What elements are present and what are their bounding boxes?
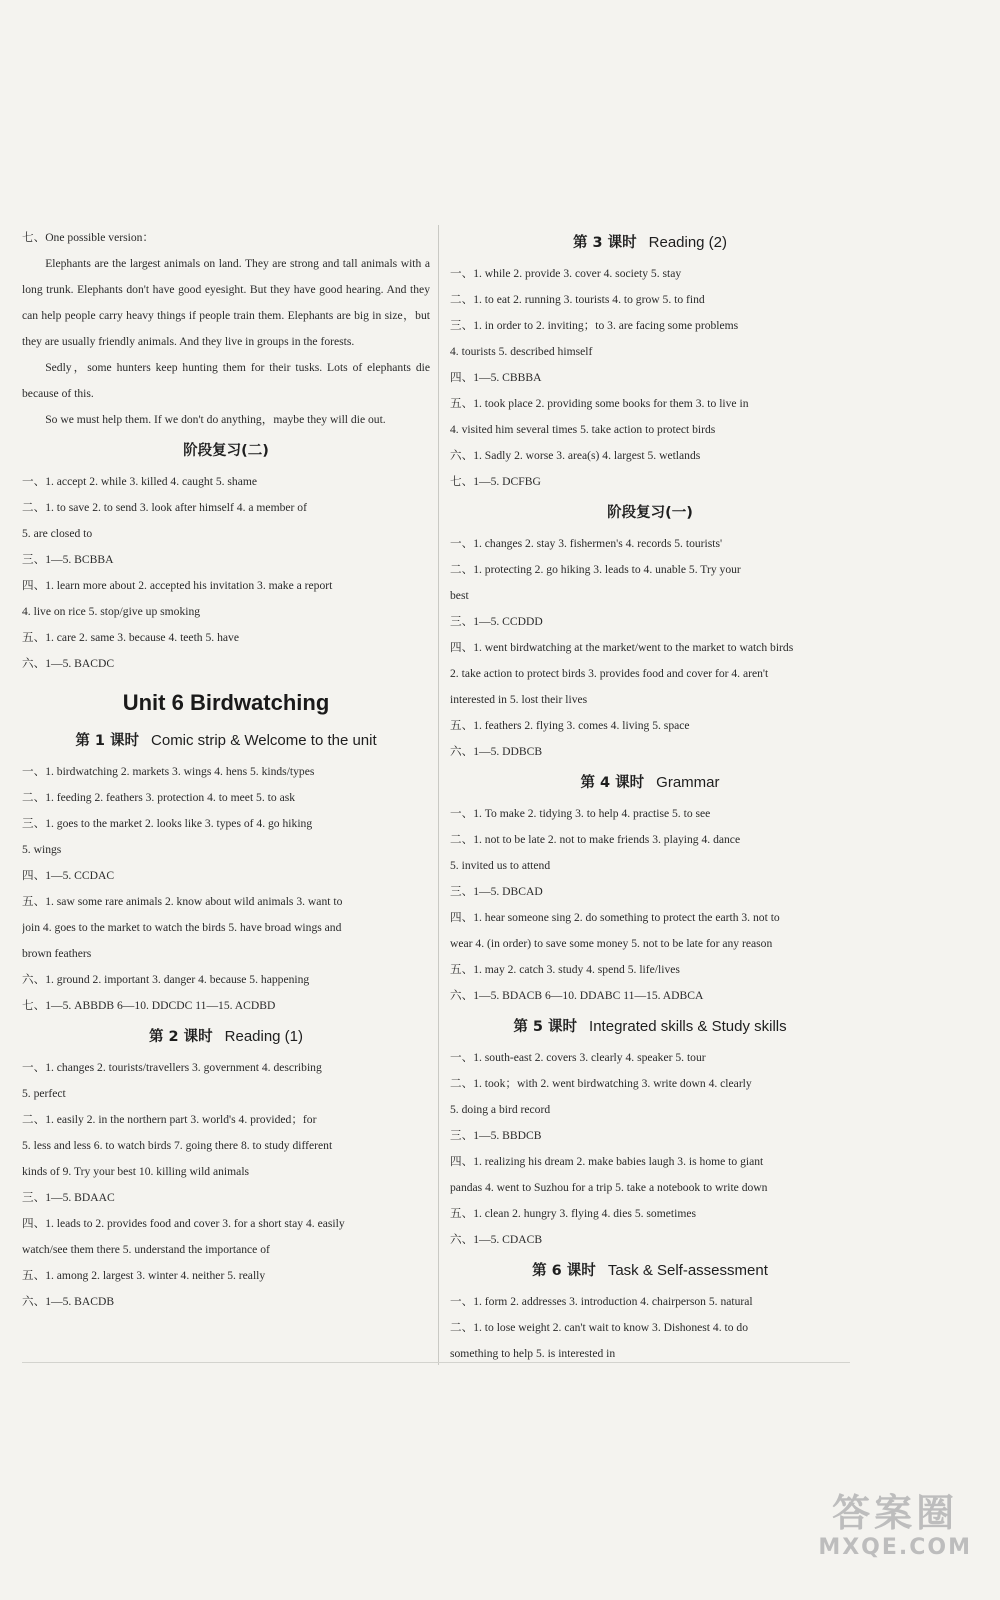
lesson-3-title [450,227,850,259]
lesson-6-answers [450,1289,850,1367]
lesson-6-number: 第 6 课时 [532,1263,596,1279]
answer-line: 五、1. took place 2. providing some books for them 3. to live in [450,397,749,410]
lesson-1-name: Comic strip & Welcome to the unit [151,732,377,749]
answer-line: wear 4. (in order) to save some money 5. not to be late for any reason [450,937,773,950]
lesson-1-title [22,725,430,757]
answer-line: 5. are closed to [22,527,93,540]
answer-line: pandas 4. went to Suzhou for a trip 5. take a notebook to write down [450,1181,768,1194]
answer-line: 六、1—5. CDACB [450,1233,543,1246]
answer-line: 五、1. may 2. catch 3. study 4. spend 5. life/lives [450,963,680,976]
answer-line: 六、1—5. DDBCB [450,745,543,758]
answer-line: 三、1—5. BCBBA [22,553,114,566]
answer-line: join 4. goes to the market to watch the birds 5. have broad wings and [22,921,342,934]
lesson-3-number: 第 3 课时 [572,235,637,251]
answer-line: 四、1. hear someone sing 2. do something to protect the earth 3. not to [450,911,780,924]
answer-line: 二、1. took；with 2. went birdwatching 3. write down 4. clearly [450,1077,752,1090]
review-1-title [450,497,850,529]
answer-line: 4. tourists 5. described himself [450,345,593,358]
answer-line: 4. live on rice 5. stop/give up smoking [22,605,201,618]
answer-line: 一、1. changes 2. tourists/travellers 3. government 4. describing [22,1061,322,1074]
lesson-5-name: Integrated skills & Study skills [589,1018,787,1035]
section-7-heading: 七、One possible version： [22,231,155,244]
answer-line: 七、1—5. DCFBG [450,475,541,488]
lesson-2-title [22,1021,430,1053]
answer-line: 二、1. feeding 2. feathers 3. protection 4. to meet 5. to ask [22,791,296,804]
answer-line: 五、1. clean 2. hungry 3. flying 4. dies 5. sometimes [450,1207,697,1220]
answer-line: 三、1—5. BBDCB [450,1129,542,1142]
answer-line: 二、1. protecting 2. go hiking 3. leads to 4. unable 5. Try your [450,563,741,576]
left-column [22,225,430,1315]
essay-paragraph-1: Elephants are the largest animals on land. They are strong and tall animals with a long trunk. Elephants don't have good eyesight. But they have good hearing. And they can help people carry heavy things if people train them. Elephants are big in size，but they are usually friendly animals. And they live in groups in the forests. [22,257,430,348]
answer-line: 一、1. form 2. addresses 3. introduction 4. chairperson 5. natural [450,1295,753,1308]
column-divider [438,225,439,1365]
review-2-title-text: 阶段复习(二) [183,443,269,459]
answer-line: 四、1—5. CBBBA [450,371,542,384]
lesson-5-title [450,1011,850,1043]
answer-line: 四、1. leads to 2. provides food and cover 3. for a short stay 4. easily [22,1217,345,1230]
lesson-4-name: Grammar [656,774,720,791]
answer-line: 六、1—5. BACDB [22,1295,115,1308]
answer-line: 四、1. learn more about 2. accepted his invitation 3. make a report [22,579,333,592]
answer-line: 一、1. accept 2. while 3. killed 4. caught 5. shame [22,475,258,488]
lesson-4-number: 第 4 课时 [580,775,645,791]
lesson-6-name: Task & Self-assessment [607,1262,768,1279]
lesson-2-answers [22,1055,430,1315]
essay-paragraph-2: Sedly，some hunters keep hunting them for their tusks. Lots of elephants die because of this. [22,361,430,400]
answer-line: 一、1. while 2. provide 3. cover 4. society 5. stay [450,267,682,280]
watermark-url: MXQE.COM [818,1535,972,1560]
answer-line: 七、1—5. ABBDB 6—10. DDCDC 11—15. ACDBD [22,999,276,1012]
answer-line: 二、1. easily 2. in the northern part 3. world's 4. provided；for [22,1113,317,1126]
lesson-4-title [450,767,850,799]
answer-line: 5. perfect [22,1087,66,1100]
answer-line: watch/see them there 5. understand the importance of [22,1243,270,1256]
answer-line: 六、1. ground 2. important 3. danger 4. because 5. happening [22,973,310,986]
lesson-3-answers [450,261,850,495]
answer-line: 三、1. goes to the market 2. looks like 3. types of 4. go hiking [22,817,313,830]
essay-paragraph-3: So we must help them. If we don't do anything，maybe they will die out. [45,413,386,426]
answer-line: 二、1. to lose weight 2. can't wait to know 3. Dishonest 4. to do [450,1321,749,1334]
lesson-5-answers [450,1045,850,1253]
answer-line: 六、1—5. BACDC [22,657,115,670]
answer-line: 三、1. in order to 2. inviting；to 3. are facing some problems [450,319,739,332]
lesson-5-number: 第 5 课时 [513,1019,578,1035]
answer-line: 一、1. birdwatching 2. markets 3. wings 4. hens 5. kinds/types [22,765,315,778]
answer-line: 5. doing a bird record [450,1103,551,1116]
lesson-1-answers [22,759,430,1019]
answer-line: 4. visited him several times 5. take action to protect birds [450,423,716,436]
lesson-2-number: 第 2 课时 [148,1029,213,1045]
answer-line: 二、1. to eat 2. running 3. tourists 4. to grow 5. to find [450,293,705,306]
answer-line: interested in 5. lost their lives [450,693,588,706]
answer-line: 一、1. To make 2. tidying 3. to help 4. practise 5. to see [450,807,711,820]
watermark-logo-text: 答案圈 [832,1491,959,1535]
answer-line: 四、1. went birdwatching at the market/went to the market to watch birds [450,641,794,654]
answer-line: 三、1—5. CCDDD [450,615,543,628]
answer-line: 三、1—5. BDAAC [22,1191,115,1204]
lesson-6-title [450,1255,850,1287]
answer-line: 二、1. not to be late 2. not to make friends 3. playing 4. dance [450,833,741,846]
answer-line: something to help 5. is interested in [450,1347,616,1360]
answer-line: 五、1. care 2. same 3. because 4. teeth 5. have [22,631,239,644]
answer-line: brown feathers [22,947,92,960]
answer-line: 一、1. south-east 2. covers 3. clearly 4. speaker 5. tour [450,1051,706,1064]
answer-line: 三、1—5. DBCAD [450,885,543,898]
answer-line: 四、1—5. CCDAC [22,869,115,882]
answer-line: 五、1. feathers 2. flying 3. comes 4. living 5. space [450,719,690,732]
answer-line: 5. invited us to attend [450,859,551,872]
site-watermark [818,1491,972,1560]
lesson-4-answers [450,801,850,1009]
review-2-title [22,435,430,467]
answer-line: 2. take action to protect birds 3. provides food and cover for 4. aren't [450,667,769,680]
answer-line: kinds of 9. Try your best 10. killing wild animals [22,1165,250,1178]
answer-line: 五、1. among 2. largest 3. winter 4. neither 5. really [22,1269,266,1282]
answer-line: 六、1. Sadly 2. worse 3. area(s) 4. largest 5. wetlands [450,449,701,462]
answer-line: 六、1—5. BDACB 6—10. DDABC 11—15. ADBCA [450,989,704,1002]
lesson-1-number: 第 1 课时 [75,733,140,749]
answer-line: 5. wings [22,843,62,856]
answer-line: 四、1. realizing his dream 2. make babies laugh 3. is home to giant [450,1155,764,1168]
right-column [450,225,850,1367]
unit-title: Unit 6 Birdwatching [122,690,330,715]
review-1-title-text: 阶段复习(一) [607,505,693,521]
lesson-2-name: Reading (1) [224,1028,304,1045]
answer-line: best [450,589,469,602]
review-1-answers [450,531,850,765]
answer-line: 一、1. changes 2. stay 3. fishermen's 4. records 5. tourists' [450,537,723,550]
answer-line: 二、1. to save 2. to send 3. look after himself 4. a member of [22,501,307,514]
answer-line: 5. less and less 6. to watch birds 7. going there 8. to study different [22,1139,333,1152]
review-2-answers [22,469,430,677]
answer-line: 五、1. saw some rare animals 2. know about wild animals 3. want to [22,895,343,908]
lesson-3-name: Reading (2) [648,234,728,251]
